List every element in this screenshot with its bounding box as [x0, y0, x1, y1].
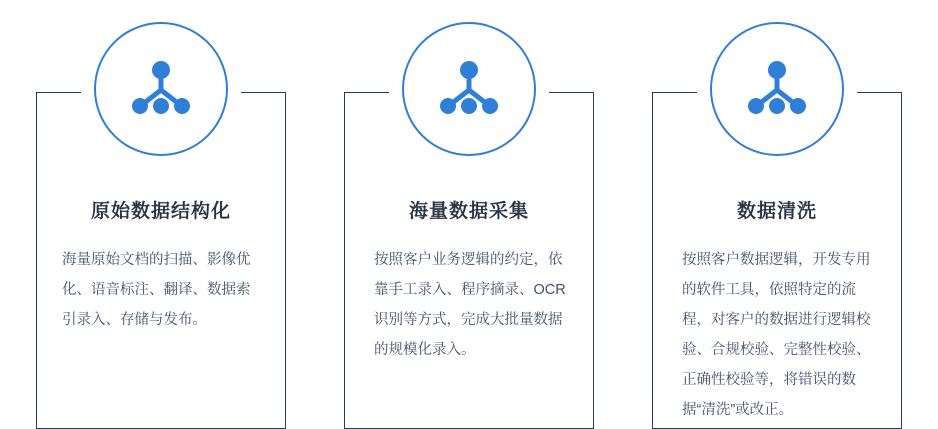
card-original-data-structuring — [36, 22, 286, 362]
card-data-cleaning — [652, 22, 902, 418]
card-description: 海量原始文档的扫描、影像优化、语音标注、翻译、数据索引录入、存储与发布。 — [62, 252, 251, 328]
card-mass-data-collection — [344, 22, 594, 362]
card-title: 数据清洗 — [736, 201, 817, 222]
card-title: 海量数据采集 — [408, 201, 529, 222]
card-description: 按照客户数据逻辑，开发专用的软件工具，依照特定的流程，对客户的数据进行逻辑校验、合规校验、完整性校验、正确性校验等，将错误的数据“清洗”或改正。 — [682, 252, 871, 418]
network-node-icon — [402, 22, 536, 156]
network-node-icon — [710, 22, 844, 156]
card-description: 按照客户业务逻辑的约定，依靠手工录入、程序摘录、OCR识别等方式，完成大批量数据的规模化录入。 — [374, 252, 566, 358]
network-node-icon — [94, 22, 228, 156]
card-title: 原始数据结构化 — [90, 201, 231, 222]
